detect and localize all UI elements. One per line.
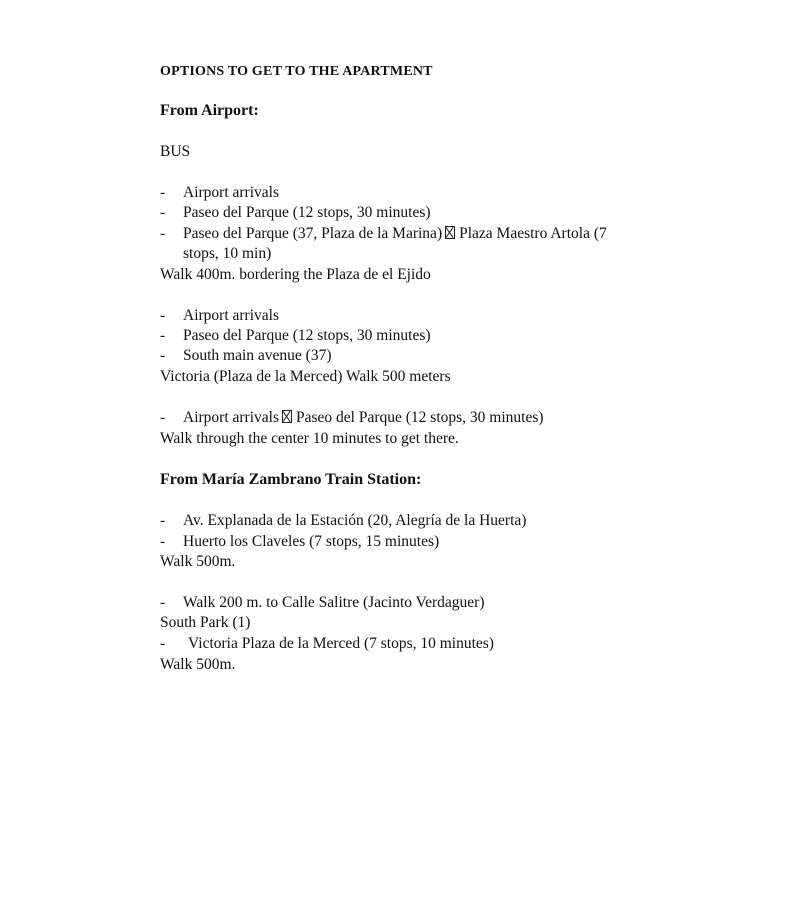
walk-instruction: Walk through the center 10 minutes to get there. bbox=[160, 430, 459, 447]
bullet-dash: - bbox=[160, 347, 166, 364]
list-item-text: South main avenue (37) bbox=[183, 347, 332, 364]
walk-instruction: Walk 500m. bbox=[160, 553, 236, 570]
arrow-placeholder-icon bbox=[282, 410, 292, 423]
document-title: OPTIONS TO GET TO THE APARTMENT bbox=[160, 64, 433, 79]
bullet-dash: - bbox=[160, 409, 166, 426]
arrow-placeholder-icon bbox=[445, 226, 455, 239]
bullet-dash: - bbox=[160, 533, 166, 550]
bullet-dash: - bbox=[160, 512, 166, 529]
walk-instruction: Victoria (Plaza de la Merced) Walk 500 meters bbox=[160, 368, 451, 385]
bullet-dash: - bbox=[160, 225, 166, 242]
list-item-text: Paseo del Parque (12 stops, 30 minutes) bbox=[183, 327, 431, 344]
list-item-text: Victoria Plaza de la Merced (7 stops, 10 minutes) bbox=[188, 635, 494, 652]
train-heading: From María Zambrano Train Station: bbox=[160, 471, 422, 488]
list-item-text: Huerto los Claveles (7 stops, 15 minutes) bbox=[183, 533, 440, 550]
bullet-dash: - bbox=[160, 184, 166, 201]
airport-mode: BUS bbox=[160, 143, 191, 160]
list-item-text: Av. Explanada de la Estación (20, Alegría de la Huerta) bbox=[183, 512, 527, 529]
bus-line: South Park (1) bbox=[160, 614, 251, 631]
list-item-text-b: Plaza Maestro Artola (7 bbox=[459, 225, 607, 242]
list-item-text bbox=[183, 408, 544, 428]
walk-instruction: Walk 400m. bordering the Plaza de el Ejido bbox=[160, 266, 431, 283]
walk-instruction: Walk 500m. bbox=[160, 656, 236, 673]
bullet-dash: - bbox=[160, 204, 166, 221]
bullet-dash: - bbox=[160, 307, 166, 324]
list-item-text-a: Paseo del Parque (37, Plaza de la Marina) bbox=[183, 225, 443, 242]
bullet-dash: - bbox=[160, 594, 166, 611]
list-item-text-a: Airport arrivals bbox=[183, 409, 279, 426]
list-item-text: Airport arrivals bbox=[183, 307, 279, 324]
list-item-text-b: Paseo del Parque (12 stops, 30 minutes) bbox=[295, 409, 544, 426]
bullet-dash: - bbox=[160, 635, 166, 652]
airport-heading: From Airport: bbox=[160, 102, 259, 119]
list-item-text: Walk 200 m. to Calle Salitre (Jacinto Verdaguer) bbox=[183, 594, 485, 611]
bullet-dash: - bbox=[160, 327, 166, 344]
list-item-text: Airport arrivals bbox=[183, 184, 279, 201]
list-item-text: Paseo del Parque (12 stops, 30 minutes) bbox=[183, 204, 431, 221]
list-item-continuation: stops, 10 min) bbox=[183, 245, 272, 262]
list-item-text bbox=[183, 224, 607, 244]
